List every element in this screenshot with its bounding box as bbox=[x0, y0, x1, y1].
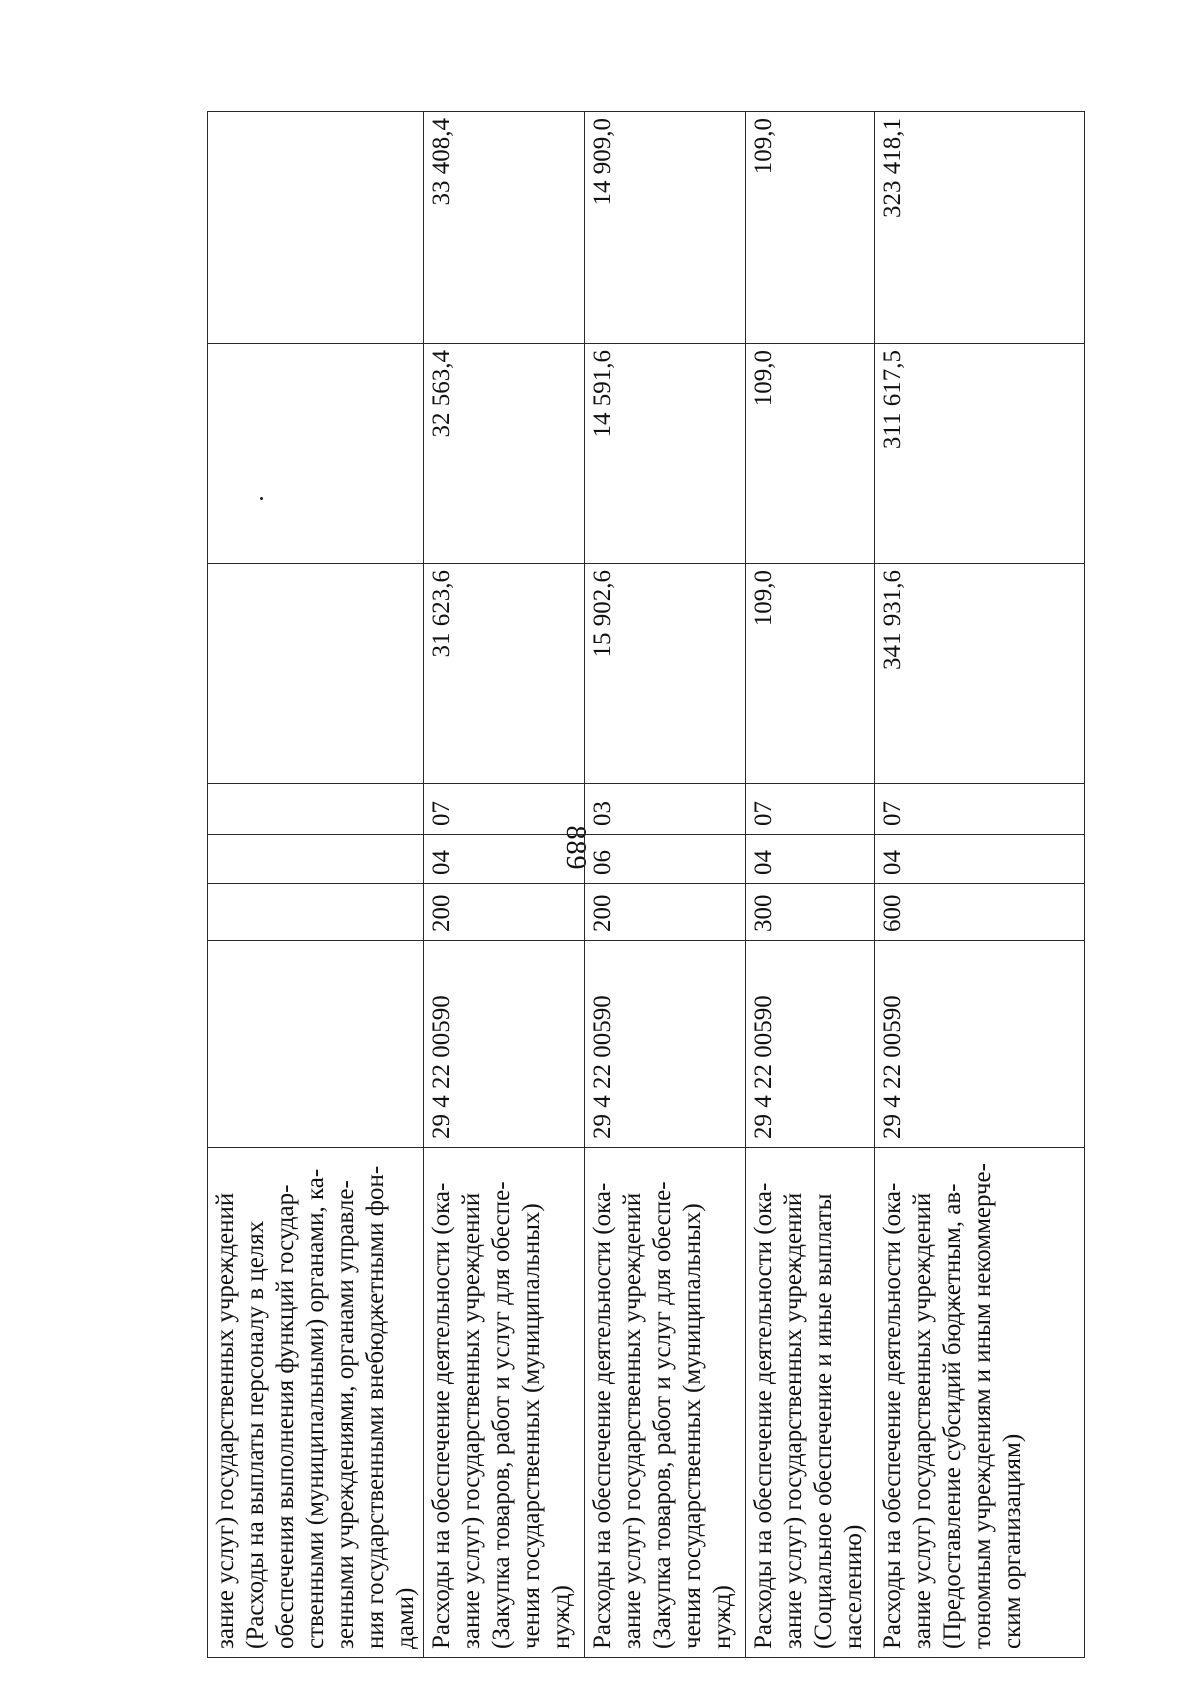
amount-year-2-cell: 311 617,5 bbox=[875, 344, 1085, 564]
expense-type-code-cell: 200 bbox=[424, 884, 585, 941]
description-line: зание услуг) государственных учреждений bbox=[458, 1192, 485, 1649]
expense-type-code-cell: 300 bbox=[746, 884, 875, 941]
description-line: зание услуг) государственных учреждений bbox=[909, 1192, 936, 1649]
subsection-code-cell: 07 bbox=[424, 784, 585, 835]
description-line: (Предоставление субсидий бюджетным, ав- bbox=[939, 1183, 966, 1649]
amount-year-3-cell: 14 909,0 bbox=[585, 112, 746, 344]
description-line: (Социальное обеспечение и иные выплаты bbox=[810, 1193, 837, 1649]
amount-year-1-cell: 109,0 bbox=[746, 564, 875, 784]
amount-year-3-cell: 323 418,1 bbox=[875, 112, 1085, 344]
subsection-code-cell: 03 bbox=[585, 784, 746, 835]
section-code-cell: 04 bbox=[875, 835, 1085, 884]
description-line: нужд) bbox=[548, 1585, 575, 1649]
description-line: нужд) bbox=[709, 1585, 736, 1649]
description-line: (Закупка товаров, работ и услуг для обеспе- bbox=[488, 1181, 515, 1649]
description-line: зание услуг) государственных учреждений bbox=[212, 1192, 239, 1649]
target-article-code-cell: 29 4 22 00590 bbox=[875, 941, 1085, 1148]
amount-year-2-cell bbox=[208, 344, 424, 564]
description-line: зенными учреждениями, органами управле- bbox=[332, 1180, 359, 1649]
description-line: зание услуг) государственных учреждений bbox=[780, 1192, 807, 1649]
page-number: 889 bbox=[560, 825, 591, 871]
description-line: ния государственными внебюджетными фон- bbox=[362, 1165, 389, 1649]
description-line: ственными (муниципальными) органами, ка- bbox=[302, 1168, 329, 1649]
section-code-cell: 04 bbox=[746, 835, 875, 884]
description-line: Расходы на обеспечение деятельности (ока- bbox=[750, 1182, 777, 1649]
section-code-cell: 06 bbox=[585, 835, 746, 884]
expense-description-cell bbox=[424, 1148, 585, 1658]
description-line: чения государственных (муниципальных) bbox=[518, 1203, 545, 1649]
description-line: (Расходы на выплаты персоналу в целях bbox=[242, 1220, 269, 1649]
amount-year-3-cell bbox=[208, 112, 424, 344]
table-body bbox=[208, 112, 1085, 1658]
expense-type-code-cell: 200 bbox=[585, 884, 746, 941]
table-row bbox=[208, 112, 424, 1658]
expense-description-cell bbox=[746, 1148, 875, 1658]
table-row bbox=[424, 112, 585, 1658]
description-line: Расходы на обеспечение деятельности (ока- bbox=[428, 1182, 455, 1649]
amount-year-3-cell: 33 408,4 bbox=[424, 112, 585, 344]
description-line: Расходы на обеспечение деятельности (ока- bbox=[879, 1182, 906, 1649]
rotated-table-container bbox=[207, 112, 1083, 1658]
amount-year-2-cell: 109,0 bbox=[746, 344, 875, 564]
budget-table bbox=[207, 111, 1085, 1658]
table-row bbox=[875, 112, 1085, 1658]
amount-year-1-cell bbox=[208, 564, 424, 784]
description-line: зание услуг) государственных учреждений bbox=[619, 1192, 646, 1649]
target-article-code-cell: 29 4 22 00590 bbox=[746, 941, 875, 1148]
amount-year-3-cell: 109,0 bbox=[746, 112, 875, 344]
amount-year-2-cell: 14 591,6 bbox=[585, 344, 746, 564]
subsection-code-cell: 07 bbox=[746, 784, 875, 835]
amount-year-2-cell: 32 563,4 bbox=[424, 344, 585, 564]
section-code-cell bbox=[208, 835, 424, 884]
description-line: дами) bbox=[392, 1587, 419, 1649]
table-row bbox=[585, 112, 746, 1658]
expense-description-cell bbox=[875, 1148, 1085, 1658]
expense-type-code-cell: 600 bbox=[875, 884, 1085, 941]
target-article-code-cell: 29 4 22 00590 bbox=[424, 941, 585, 1148]
table-row bbox=[746, 112, 875, 1658]
description-line: Расходы на обеспечение деятельности (ока- bbox=[589, 1182, 616, 1649]
description-line: населению) bbox=[840, 1524, 867, 1649]
amount-year-1-cell: 341 931,6 bbox=[875, 564, 1085, 784]
target-article-code-cell bbox=[208, 941, 424, 1148]
amount-year-1-cell: 31 623,6 bbox=[424, 564, 585, 784]
expense-type-code-cell bbox=[208, 884, 424, 941]
description-line: тономным учреждениям и иным некоммерче- bbox=[969, 1163, 996, 1649]
subsection-code-cell bbox=[208, 784, 424, 835]
expense-description-cell bbox=[208, 1148, 424, 1658]
description-line: (Закупка товаров, работ и услуг для обеспе- bbox=[649, 1181, 676, 1649]
description-line: обеспечения выполнения функций государ- bbox=[272, 1184, 299, 1649]
target-article-code-cell: 29 4 22 00590 bbox=[585, 941, 746, 1148]
description-line: чения государственных (муниципальных) bbox=[679, 1203, 706, 1649]
expense-description-cell bbox=[585, 1148, 746, 1658]
description-line: ским организациям) bbox=[999, 1433, 1026, 1649]
subsection-code-cell: 07 bbox=[875, 784, 1085, 835]
section-code-cell: 04 bbox=[424, 835, 585, 884]
amount-year-1-cell: 15 902,6 bbox=[585, 564, 746, 784]
